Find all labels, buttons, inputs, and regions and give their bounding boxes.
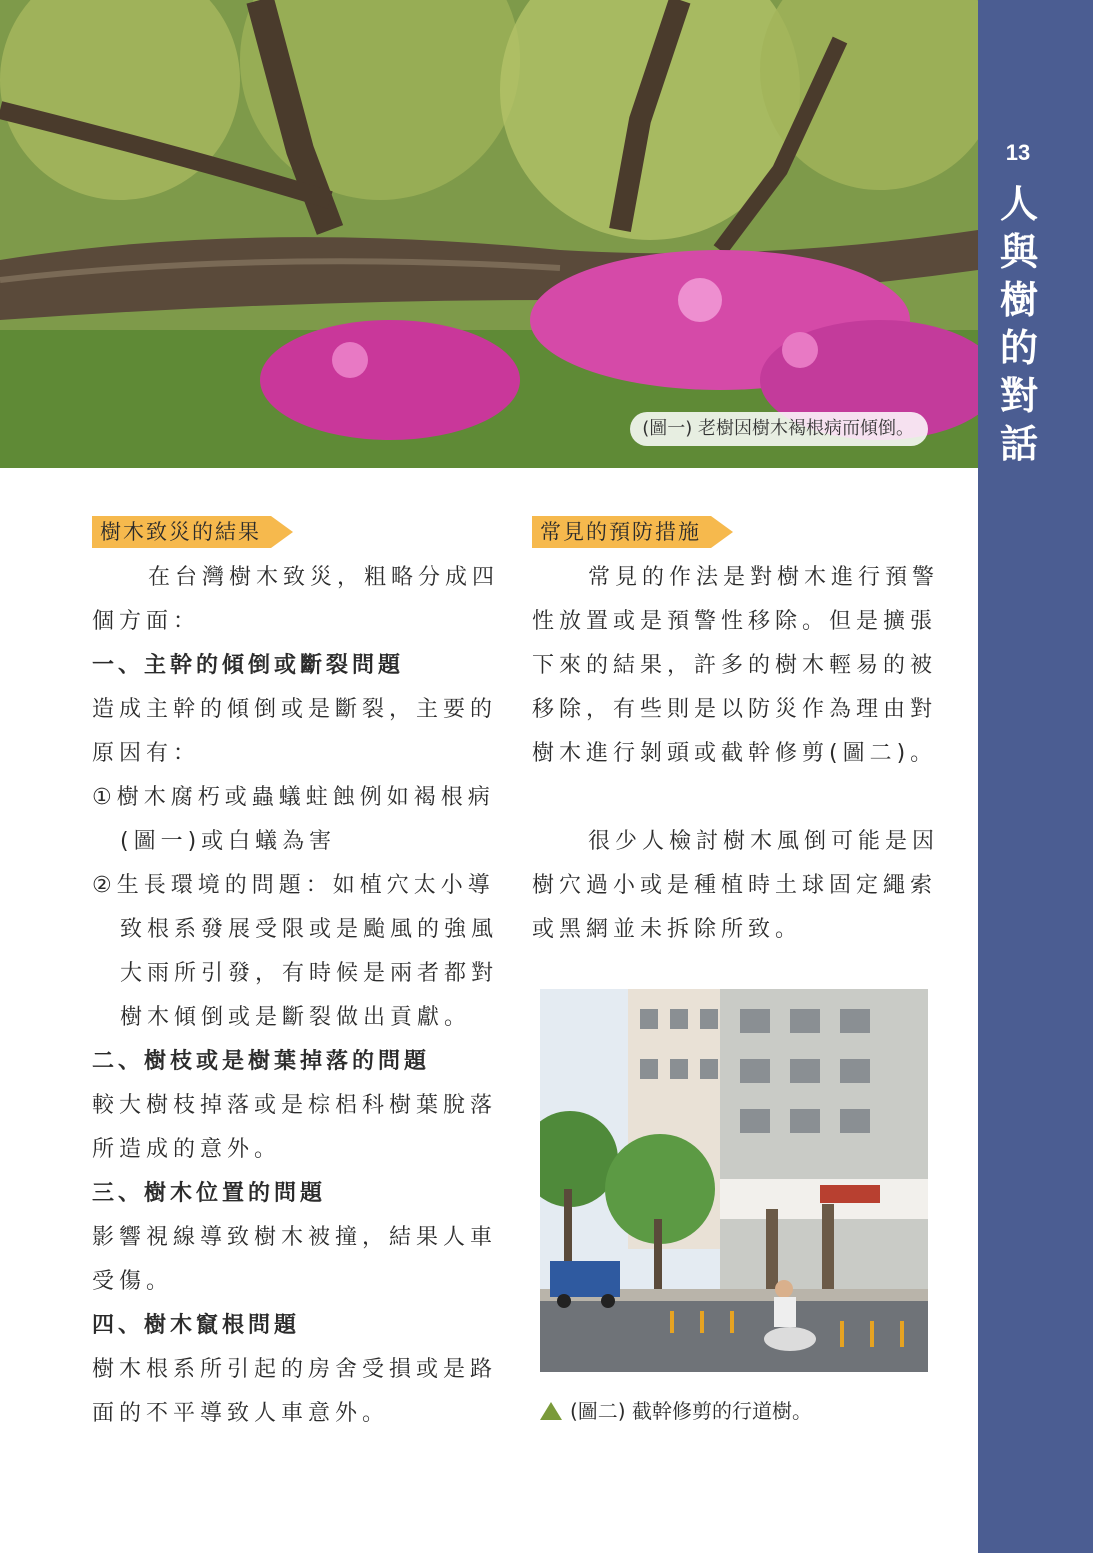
page-number: 13 xyxy=(1005,140,1031,165)
right-line: 下來的結果，許多的樹木輕易的被 xyxy=(532,653,938,678)
left-line: 個方面： xyxy=(92,609,201,634)
left-line: 受傷。 xyxy=(92,1269,174,1294)
figure2-photo xyxy=(540,989,928,1372)
left-line: 一、主幹的傾倒或斷裂問題 xyxy=(92,653,405,678)
right-line: 很少人檢討樹木風倒可能是因 xyxy=(588,829,940,854)
street-trees-illustration xyxy=(540,989,928,1372)
left-line: 樹木根系所引起的房舍受損或是路 xyxy=(92,1357,498,1382)
left-body xyxy=(92,556,500,1436)
right-line xyxy=(532,776,932,820)
figure2-caption: (圖二) 截幹修剪的行道樹。 xyxy=(570,1399,812,1423)
left-column xyxy=(92,516,500,1436)
right-line: 樹穴過小或是種植時土球固定繩索 xyxy=(532,873,938,898)
right-line: 樹木進行剝頭或截幹修剪(圖二)。 xyxy=(532,741,938,766)
right-line: 性放置或是預警性移除。但是擴張 xyxy=(532,609,938,634)
right-body xyxy=(532,556,940,952)
fallen-tree-illustration xyxy=(0,0,978,468)
right-line: 常見的作法是對樹木進行預警 xyxy=(588,565,940,590)
left-line: 三、樹木位置的問題 xyxy=(92,1181,327,1206)
right-line: 或黑網並未拆除所致。 xyxy=(532,917,803,942)
side-title-char: 話 xyxy=(999,422,1038,466)
left-line: 較大樹枝掉落或是棕梠科樹葉脫落 xyxy=(92,1093,498,1118)
side-title-char: 人 xyxy=(999,182,1038,226)
left-line: 面的不平導致人車意外。 xyxy=(92,1401,390,1426)
figure2-caption-row xyxy=(540,1396,812,1426)
figure1-photo xyxy=(0,0,978,468)
side-title-char: 樹 xyxy=(999,278,1038,322)
figure1-caption: (圖一) 老樹因樹木褐根病而傾倒。 xyxy=(630,412,928,446)
side-title-char: 的 xyxy=(999,326,1038,370)
left-line: ②生長環境的問題：如植穴太小導 xyxy=(92,873,495,898)
left-line: 所造成的意外。 xyxy=(92,1137,282,1162)
left-line: 大雨所引發，有時候是兩者都對 xyxy=(120,961,499,986)
left-line: 四、樹木竄根問題 xyxy=(92,1313,301,1338)
left-line: 二、樹枝或是樹葉掉落的問題 xyxy=(92,1049,431,1074)
side-title-char: 對 xyxy=(999,374,1038,418)
left-line: 樹木傾倒或是斷裂做出貢獻。 xyxy=(120,1005,472,1030)
right-line: 移除，有些則是以防災作為理由對 xyxy=(532,697,938,722)
side-title xyxy=(996,180,1042,468)
left-line: 造成主幹的傾倒或是斷裂，主要的 xyxy=(92,697,498,722)
left-line: 影響視線導致樹木被撞，結果人車 xyxy=(92,1225,498,1250)
left-line: 在台灣樹木致災，粗略分成四 xyxy=(148,565,500,590)
left-line: ①樹木腐朽或蟲蟻蛀蝕例如褐根病 xyxy=(92,785,495,810)
left-line: 致根系發展受限或是颱風的強風 xyxy=(120,917,499,942)
section-heading-disaster-results: 樹木致災的結果 xyxy=(92,516,271,548)
side-title-char: 與 xyxy=(999,230,1038,274)
left-line: 原因有： xyxy=(92,741,201,766)
right-column xyxy=(532,516,940,952)
left-line: (圖一)或白蟻為害 xyxy=(120,829,337,854)
triangle-icon xyxy=(540,1402,562,1420)
section-heading-prevention: 常見的預防措施 xyxy=(532,516,711,548)
